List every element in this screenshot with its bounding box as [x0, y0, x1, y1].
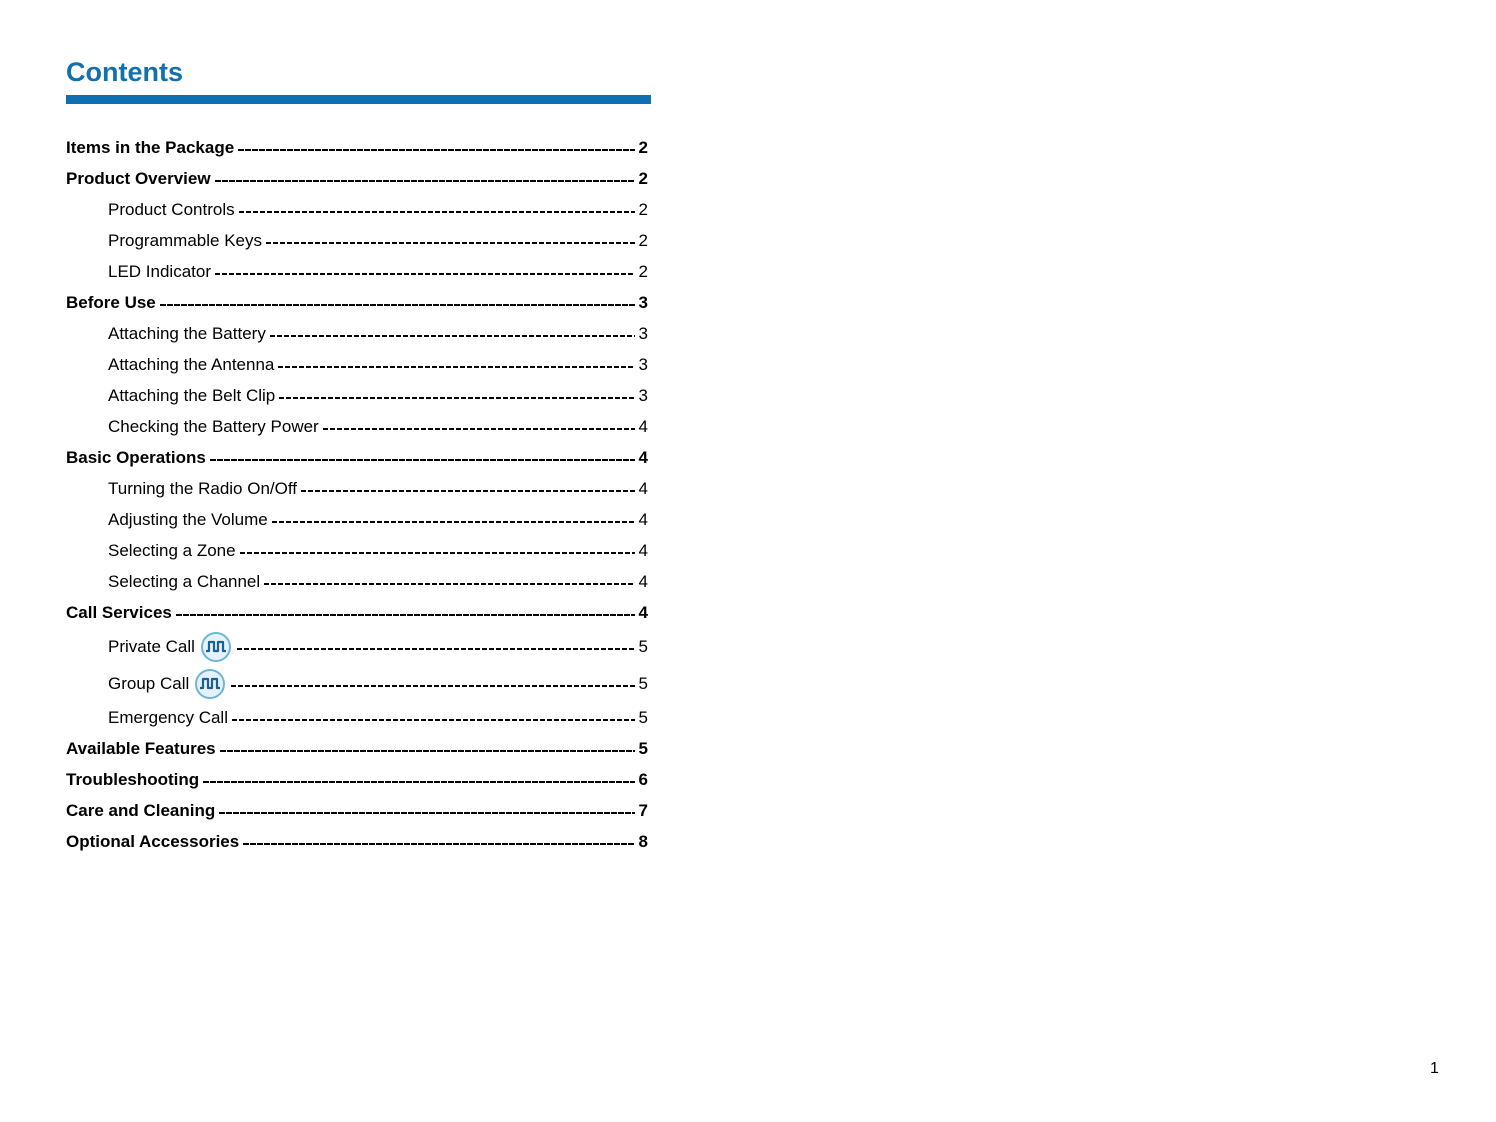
toc-entry-label: Before Use — [66, 292, 156, 312]
toc-entry-page: 4 — [638, 509, 648, 529]
toc-entry-page: 4 — [638, 602, 648, 622]
toc-entry-page: 4 — [638, 478, 648, 498]
digital-mode-icon — [195, 669, 225, 699]
toc-entry[interactable] — [66, 256, 648, 287]
toc-entry-page: 2 — [638, 261, 648, 281]
toc-leader — [239, 211, 635, 213]
toc-entry-page: 3 — [638, 354, 648, 374]
toc-leader — [232, 719, 635, 721]
toc-entry-label: Private Call — [108, 636, 195, 656]
toc-entry[interactable] — [66, 826, 648, 857]
toc-entry-page: 7 — [638, 800, 648, 820]
toc-leader — [278, 366, 634, 368]
toc-entry-label: Adjusting the Volume — [108, 509, 268, 529]
toc-entry[interactable] — [66, 163, 648, 194]
toc-entry[interactable] — [66, 702, 648, 733]
toc-leader — [176, 614, 635, 616]
digital-mode-icon — [201, 632, 231, 662]
toc-entry-label: Items in the Package — [66, 137, 235, 157]
toc-entry[interactable] — [66, 535, 648, 566]
toc-entry-page: 5 — [638, 738, 648, 758]
toc-leader — [215, 180, 635, 182]
toc-entry-label: Attaching the Belt Clip — [108, 385, 276, 405]
toc-leader — [270, 335, 635, 337]
toc-entry[interactable] — [66, 442, 648, 473]
toc-leader — [237, 648, 635, 650]
toc-entry-page: 4 — [638, 416, 648, 436]
toc-entry-page: 5 — [638, 636, 648, 656]
toc-entry-label: Attaching the Antenna — [108, 354, 275, 374]
toc-leader — [219, 812, 634, 814]
toc-entry[interactable] — [66, 628, 648, 665]
toc-leader — [231, 685, 634, 687]
toc-entry[interactable] — [66, 795, 648, 826]
toc-entry[interactable] — [66, 733, 648, 764]
toc-entry-label: Turning the Radio On/Off — [108, 478, 297, 498]
toc-entry-page: 6 — [638, 769, 648, 789]
toc-entry[interactable] — [66, 194, 648, 225]
toc-entry-page: 2 — [638, 199, 648, 219]
toc-entry-label: Available Features — [66, 738, 216, 758]
toc-entry-page: 3 — [638, 292, 648, 312]
toc-leader — [301, 490, 635, 492]
toc-leader — [203, 781, 634, 783]
toc-entry[interactable] — [66, 764, 648, 795]
toc-entry-page: 2 — [638, 230, 648, 250]
toc-entry[interactable] — [66, 380, 648, 411]
toc-entry[interactable] — [66, 411, 648, 442]
toc-entry[interactable] — [66, 665, 648, 702]
toc-entry[interactable] — [66, 566, 648, 597]
toc-entry-page: 4 — [638, 447, 648, 467]
toc-entry-label: Product Overview — [66, 168, 211, 188]
toc-entry-label: Emergency Call — [108, 707, 228, 727]
toc-leader — [243, 843, 634, 845]
toc-entry-page: 2 — [638, 137, 648, 157]
toc-entry-label: Programmable Keys — [108, 230, 263, 250]
toc-entry[interactable] — [66, 132, 648, 163]
toc-entry[interactable] — [66, 349, 648, 380]
toc-entry[interactable] — [66, 504, 648, 535]
toc-leader — [210, 459, 635, 461]
toc-leader — [272, 521, 635, 523]
toc-leader — [264, 583, 634, 585]
toc-leader — [215, 273, 635, 275]
table-of-contents — [66, 132, 648, 857]
page-title: Contents — [66, 57, 183, 87]
toc-entry-page: 2 — [638, 168, 648, 188]
toc-entry-label: Basic Operations — [66, 447, 206, 467]
toc-entry-label: Optional Accessories — [66, 831, 240, 851]
toc-leader — [160, 304, 635, 306]
toc-entry-label: Product Controls — [108, 199, 235, 219]
toc-leader — [240, 552, 635, 554]
toc-entry[interactable] — [66, 225, 648, 256]
toc-entry-label: Troubleshooting — [66, 769, 200, 789]
toc-leader — [279, 397, 634, 399]
toc-entry[interactable] — [66, 597, 648, 628]
toc-entry-page: 4 — [638, 540, 648, 560]
toc-entry-label: Selecting a Channel — [108, 571, 261, 591]
toc-leader — [220, 750, 635, 752]
toc-entry[interactable] — [66, 473, 648, 504]
toc-entry-label: Care and Cleaning — [66, 800, 216, 820]
toc-entry-page: 4 — [638, 571, 648, 591]
toc-entry-label: Selecting a Zone — [108, 540, 236, 560]
toc-entry-page: 5 — [638, 673, 648, 693]
toc-entry-page: 5 — [638, 707, 648, 727]
toc-leader — [238, 149, 634, 151]
toc-leader — [323, 428, 635, 430]
toc-entry-page: 8 — [638, 831, 648, 851]
toc-entry[interactable] — [66, 287, 648, 318]
toc-leader — [266, 242, 635, 244]
toc-entry-label: Attaching the Battery — [108, 323, 266, 343]
page-number: 1 — [1430, 1060, 1439, 1077]
toc-entry[interactable] — [66, 318, 648, 349]
toc-entry-page: 3 — [638, 385, 648, 405]
title-rule — [66, 95, 651, 104]
toc-entry-label: Checking the Battery Power — [108, 416, 319, 436]
toc-entry-label: LED Indicator — [108, 261, 211, 281]
toc-entry-label: Group Call — [108, 673, 190, 693]
toc-entry-page: 3 — [638, 323, 648, 343]
toc-entry-label: Call Services — [66, 602, 172, 622]
